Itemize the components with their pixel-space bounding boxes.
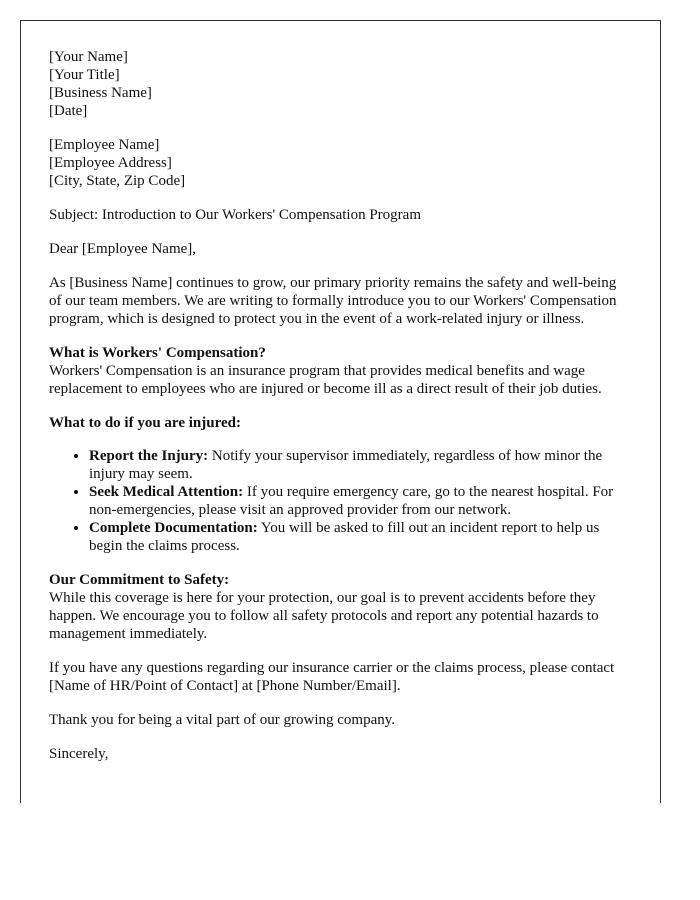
closing: Sincerely, [49, 746, 109, 762]
list-item [89, 519, 632, 555]
letter-page [20, 20, 661, 803]
thanks-paragraph: Thank you for being a vital part of our growing company. [49, 712, 396, 728]
section-text-what-is: Workers' Compensation is an insurance program that provides medical benefits and wage replacement to employees who are injured or become ill as a direct result of their job duties. [49, 363, 602, 397]
salutation: Dear [Employee Name], [49, 241, 197, 257]
list-item [89, 483, 632, 519]
recipient-name: [Employee Name] [49, 137, 160, 153]
sender-name: [Your Name] [49, 49, 128, 65]
sender-business: [Business Name] [49, 85, 152, 101]
recipient-block [49, 136, 632, 190]
section-heading-injured: What to do if you are injured: [49, 415, 241, 431]
sender-title: [Your Title] [49, 67, 120, 83]
list-item-text: You will be asked to fill out an incident report to help us begin the claims process. [89, 520, 600, 554]
section-heading-commitment: Our Commitment to Safety: [49, 572, 230, 588]
recipient-address: [Employee Address] [49, 155, 172, 171]
list-item-label: Complete Documentation: [89, 520, 258, 536]
intro-paragraph: As [Business Name] continues to grow, our primary priority remains the safety and well-being of our team members. We are writing to formally introduce you to our Workers' Compensation program, which is designed to protect you in the event of a work-related injury or illness. [49, 275, 617, 327]
list-item-text: If you require emergency care, go to the nearest hospital. For non-emergencies, please visit an approved provider from our network. [89, 484, 614, 518]
injury-steps-list [49, 447, 632, 555]
list-item [89, 447, 632, 483]
sender-block [49, 48, 632, 120]
list-item-label: Report the Injury: [89, 448, 209, 464]
contact-paragraph: If you have any questions regarding our insurance carrier or the claims process, please contact [Name of HR/Point of Contact] at [Phone Number/Email]. [49, 660, 615, 694]
recipient-city: [City, State, Zip Code] [49, 173, 186, 189]
list-item-text: Notify your supervisor immediately, regardless of how minor the injury may seem. [89, 448, 603, 482]
section-text-commitment: While this coverage is here for your protection, our goal is to prevent accidents before they happen. We encourage you to follow all safety protocols and report any potential hazards to management immediately. [49, 590, 599, 642]
section-heading-what-is: What is Workers' Compensation? [49, 345, 266, 361]
list-item-label: Seek Medical Attention: [89, 484, 244, 500]
subject-line: Subject: Introduction to Our Workers' Compensation Program [49, 207, 421, 223]
letter-date: [Date] [49, 103, 88, 119]
